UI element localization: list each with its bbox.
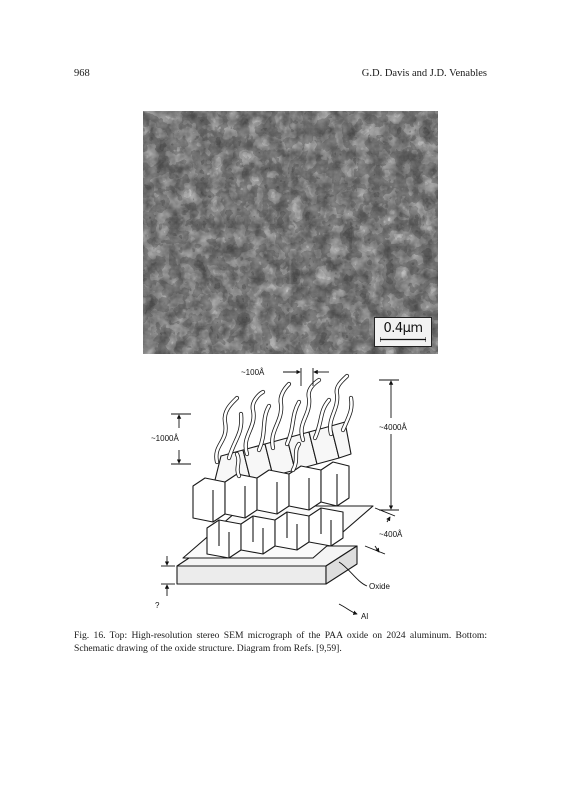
oxide-label: Oxide <box>369 582 390 591</box>
scale-bar-label: 0.4μm <box>383 321 423 336</box>
total-height-dimension <box>379 380 399 510</box>
oxide-structure-diagram <box>143 358 463 628</box>
running-head: G.D. Davis and J.D. Venables <box>361 68 487 79</box>
sem-micrograph <box>143 111 438 354</box>
oxide-schematic <box>143 358 463 628</box>
figure-caption: Fig. 16. Top: High-resolution stereo SEM micrograph of the PAA oxide on 2024 aluminum. Bottom: Schematic drawing of the oxide structure. Diagram from Refs. [9,59]. <box>74 630 487 654</box>
aluminum-label: Al <box>361 612 369 621</box>
scale-bar <box>380 337 426 342</box>
page-header <box>74 68 487 84</box>
unknown-thickness-dimension <box>161 556 175 596</box>
aluminum-leader-line <box>339 604 357 614</box>
scale-bar-box <box>374 317 432 347</box>
total-height-label: ~4000Å <box>379 423 407 432</box>
unknown-thickness-label: ? <box>155 601 160 610</box>
whisker-length-label: ~1000Å <box>151 434 179 443</box>
barrier-thickness-label: ~400Å <box>379 530 403 539</box>
pore-width-label: ~100Å <box>241 368 265 377</box>
page-number: 968 <box>74 68 90 79</box>
